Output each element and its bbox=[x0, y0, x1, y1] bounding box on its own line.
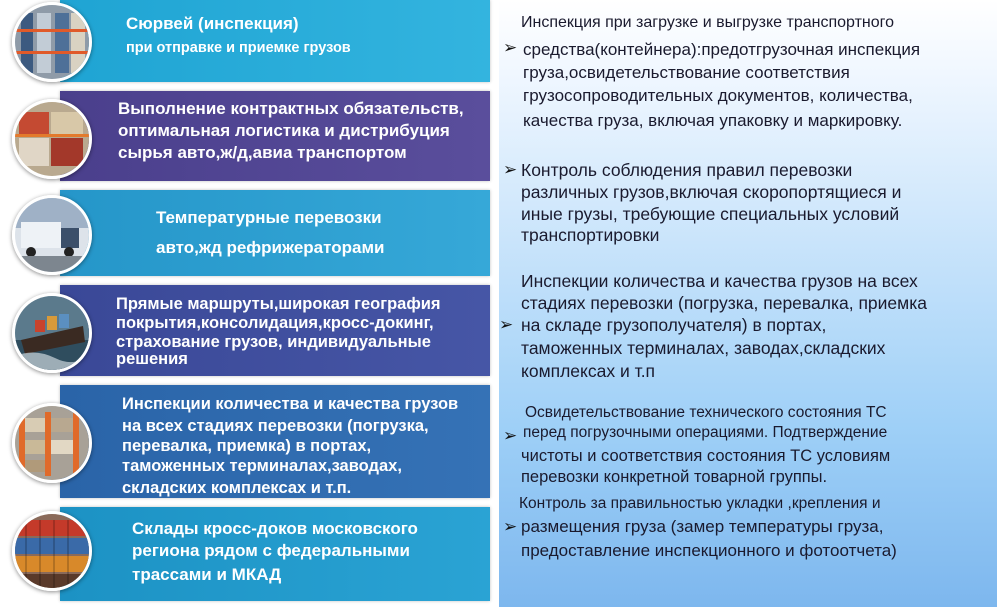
service-row bbox=[0, 91, 490, 181]
service-text: Склады кросс-доков московского bbox=[132, 519, 418, 538]
service-text: Инспекции количества и качества грузов bbox=[122, 395, 459, 413]
detail-text: средства(контейнера):предотгрузочная инспекция bbox=[523, 40, 921, 59]
service-band bbox=[60, 190, 490, 276]
service-text: региона рядом с федеральными bbox=[132, 541, 410, 560]
service-row bbox=[0, 190, 490, 276]
detail-text: Контроль соблюдения правил перевозки bbox=[521, 160, 853, 180]
service-text: складских комплексах и т.п. bbox=[122, 479, 352, 497]
detail-text: размещения груза (замер температуры груза, bbox=[521, 517, 884, 536]
detail-text: Освидетельствование технического состояния ТС bbox=[525, 404, 887, 421]
service-text: решения bbox=[116, 350, 188, 368]
detail-text: перевозки конкретной товарной группы. bbox=[521, 468, 828, 486]
service-text: на всех стадиях перевозки (погрузка, bbox=[122, 417, 429, 435]
service-text: трассами и МКАД bbox=[132, 565, 282, 584]
detail-text: Инспекция при загрузке и выгрузке транспортного bbox=[521, 14, 895, 31]
service-text: покрытия,консолидация,кросс-докинг, bbox=[116, 314, 434, 332]
warehouse-racks-icon bbox=[12, 403, 92, 483]
service-band bbox=[60, 507, 490, 601]
detail-text: грузосопроводительных документов, количества, bbox=[523, 86, 913, 105]
detail-text: чистоты и соответствия состояния ТС условиям bbox=[521, 447, 891, 465]
service-band bbox=[60, 91, 490, 181]
detail-text: Инспекции количества и качества грузов на всех bbox=[521, 271, 918, 291]
detail-text: груза,освидетельствование соответствия bbox=[523, 63, 850, 82]
details-panel bbox=[499, 0, 997, 607]
service-text: страхование грузов, индивидуальные bbox=[116, 333, 431, 351]
service-band bbox=[60, 385, 490, 498]
detail-text: качества груза, включая упаковку и маркировку. bbox=[523, 111, 903, 130]
service-text: перевалка, приемка) в портах, bbox=[122, 437, 372, 455]
bullet-arrow-icon: ➢ bbox=[503, 160, 518, 179]
warehouse-shelves-icon bbox=[12, 2, 92, 82]
detail-text: стадиях перевозки (погрузка, перевалка, приемка bbox=[521, 293, 927, 313]
service-title: Сюрвей (инспекция) bbox=[126, 14, 299, 33]
service-band bbox=[60, 0, 490, 82]
detail-text: предоставление инспекционного и фотоотчета) bbox=[521, 541, 897, 560]
service-text: таможенных терминалах,заводах, bbox=[122, 457, 402, 475]
detail-text: перед погрузочными операциями. Подтверждение bbox=[523, 424, 888, 441]
service-text: Прямые маршруты,широкая география bbox=[116, 295, 441, 313]
service-text: Выполнение контрактных обязательств, bbox=[118, 99, 464, 118]
bullet-arrow-icon: ➢ bbox=[503, 38, 518, 57]
service-band bbox=[60, 285, 490, 376]
detail-text: Контроль за правильностью укладки ,крепления и bbox=[519, 495, 881, 512]
service-text: Температурные перевозки bbox=[156, 208, 382, 227]
shipping-containers-icon bbox=[12, 511, 92, 591]
warehouse-boxes-icon bbox=[12, 99, 92, 179]
bullet-arrow-icon: ➢ bbox=[503, 517, 518, 536]
service-text: сырья авто,ж/д,авиа транспортом bbox=[118, 143, 407, 162]
detail-text: комплексах и т.п bbox=[521, 361, 656, 381]
detail-text: транспортировки bbox=[521, 225, 660, 245]
detail-text: иные грузы, требующие специальных условий bbox=[521, 204, 900, 224]
container-ship-icon bbox=[12, 293, 92, 373]
bullet-arrow-icon: ➢ bbox=[503, 426, 518, 445]
service-row bbox=[0, 507, 490, 601]
service-row bbox=[0, 385, 490, 498]
services-list bbox=[0, 0, 490, 607]
detail-text: различных грузов,включая скоропортящиеся и bbox=[521, 182, 902, 202]
detail-text: на складе грузополучателя) в портах, bbox=[521, 315, 827, 335]
service-text: авто,жд рефрижераторами bbox=[156, 238, 385, 257]
bullet-arrow-icon: ➢ bbox=[499, 315, 514, 334]
service-row bbox=[0, 0, 490, 82]
service-text: при отправке и приемке грузов bbox=[126, 40, 351, 56]
detail-text: таможенных терминалах, заводах,складских bbox=[521, 338, 886, 358]
refrigerator-truck-icon bbox=[12, 195, 92, 275]
service-row bbox=[0, 285, 490, 376]
service-text: оптимальная логистика и дистрибуция bbox=[118, 121, 450, 140]
